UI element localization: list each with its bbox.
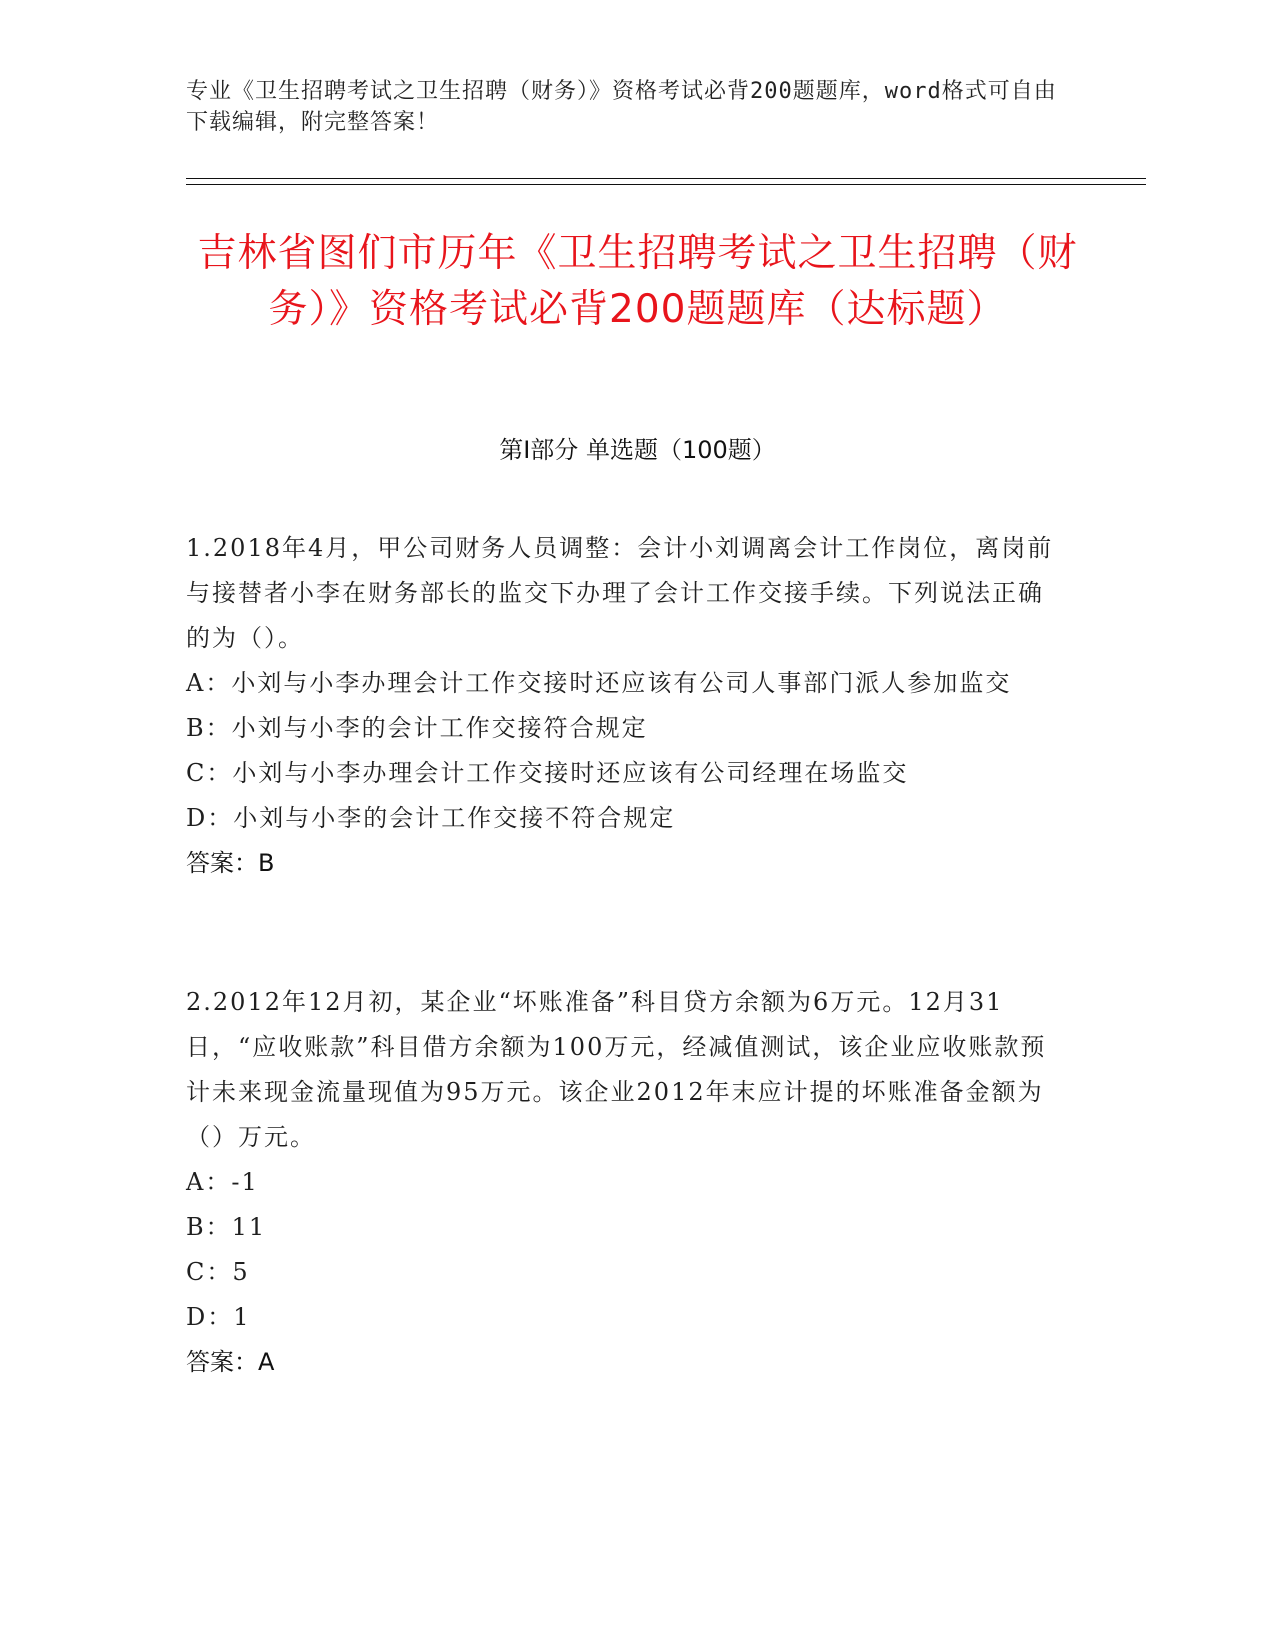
- option-letter: C：: [186, 1258, 233, 1286]
- option-letter: B：: [186, 714, 232, 742]
- question-2: [186, 980, 1066, 1385]
- answer-line: 答案：B: [186, 849, 275, 877]
- question-stem: 2.2012年12月初，某企业“坏账准备”科目贷方余额为6万元。12月31日，“应收账款”科目借方余额为100万元，经减值测试，该企业应收账款预计未来现金流量现值为95万元。该企业2012年末应计提的坏账准备金额为（）万元。: [186, 988, 1047, 1151]
- question-1: [186, 526, 1066, 886]
- document-title: 吉林省图们市历年《卫生招聘考试之卫生招聘（财务）》资格考试必背200题题库（达标题）: [197, 231, 1078, 332]
- option-text: 小刘与小李的会计工作交接符合规定: [231, 714, 648, 742]
- option-letter: D：: [186, 1303, 234, 1331]
- header-divider-bottom: [186, 184, 1146, 185]
- option-b: [186, 706, 1066, 751]
- option-letter: C：: [186, 759, 233, 787]
- header-note: 专业《卫生招聘考试之卫生招聘（财务）》资格考试必背200题题库，word格式可自由下载编辑，附完整答案！: [186, 79, 1057, 135]
- option-letter: A：: [186, 669, 232, 697]
- option-d: [186, 1295, 1066, 1340]
- option-c: [186, 751, 1066, 796]
- option-text: 11: [231, 1213, 267, 1241]
- section-heading: 第Ⅰ部分 单选题（100题）: [499, 436, 776, 464]
- option-d: [186, 796, 1066, 841]
- option-text: 小刘与小李办理会计工作交接时还应该有公司人事部门派人参加监交: [231, 669, 1012, 697]
- option-letter: A：: [186, 1168, 232, 1196]
- header-divider-top: [186, 178, 1146, 179]
- question-stem: 1.2018年4月，甲公司财务人员调整：会计小刘调离会计工作岗位，离岗前与接替者小李在财务部长的监交下办理了会计工作交接手续。下列说法正确的为（）。: [186, 534, 1054, 652]
- option-letter: B：: [186, 1213, 232, 1241]
- option-a: [186, 661, 1066, 706]
- option-letter: D：: [186, 804, 234, 832]
- option-text: 小刘与小李的会计工作交接不符合规定: [233, 804, 676, 832]
- option-text: -1: [231, 1168, 259, 1196]
- option-c: [186, 1250, 1066, 1295]
- option-a: [186, 1160, 1066, 1205]
- option-b: [186, 1205, 1066, 1250]
- answer-line: 答案：A: [186, 1348, 275, 1376]
- option-text: 5: [232, 1258, 250, 1286]
- option-text: 1: [233, 1303, 251, 1331]
- option-text: 小刘与小李办理会计工作交接时还应该有公司经理在场监交: [232, 759, 909, 787]
